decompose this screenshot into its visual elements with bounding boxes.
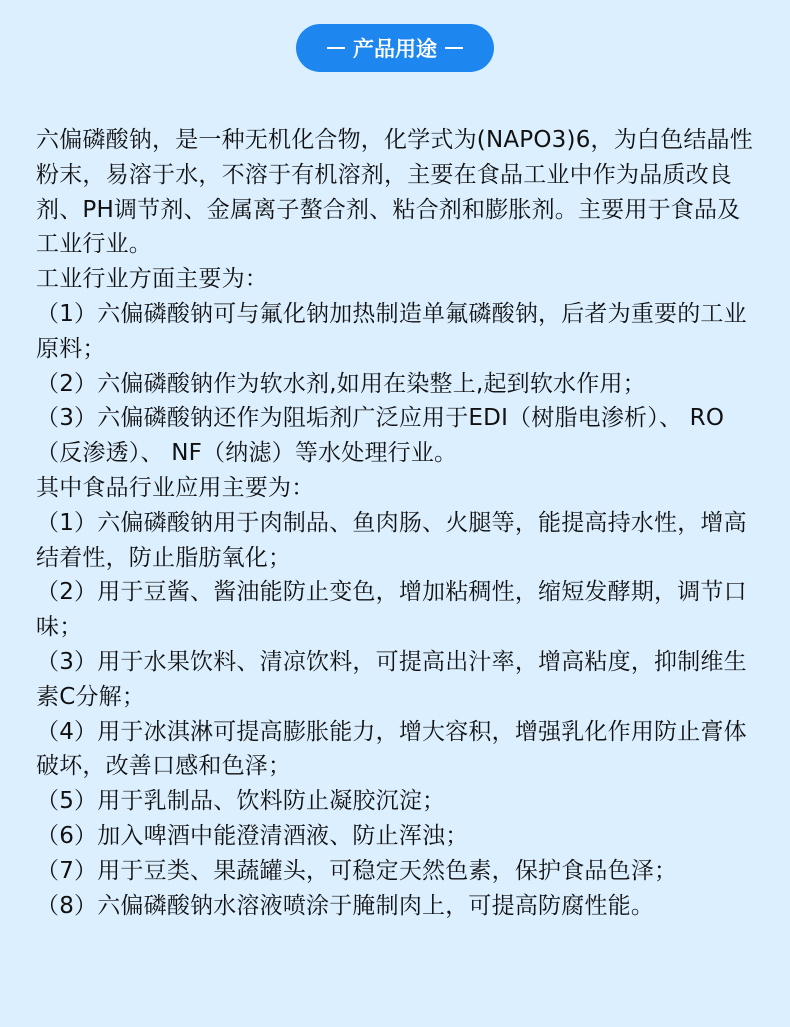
industrial-item: （1）六偏磷酸钠可与氟化钠加热制造单氟磷酸钠，后者为重要的工业原料； bbox=[36, 300, 747, 362]
food-item: （6）加入啤酒中能澄清酒液、防止浑浊； bbox=[36, 822, 469, 849]
header bbox=[0, 24, 790, 72]
section-title: 产品用途 bbox=[353, 37, 437, 61]
section-title-badge bbox=[296, 24, 494, 72]
food-item: （8）六偏磷酸钠水溶液喷涂于腌制肉上，可提高防腐性能。 bbox=[36, 892, 655, 919]
right-dash-decoration bbox=[445, 47, 463, 49]
product-usage-content bbox=[36, 123, 758, 923]
industrial-item: （3）六偏磷酸钠还作为阻垢剂广泛应用于EDI（树脂电渗析）、 RO（反渗透）、 NF（纳滤）等水处理行业。 bbox=[36, 405, 725, 467]
food-item: （1）六偏磷酸钠用于肉制品、鱼肉肠、火腿等，能提高持水性，增高结着性，防止脂肪氧化； bbox=[36, 509, 747, 571]
food-item: （4）用于冰淇淋可提高膨胀能力，增大容积，增强乳化作用防止膏体破坏，改善口感和色泽； bbox=[36, 718, 747, 780]
intro-paragraph: 六偏磷酸钠，是一种无机化合物，化学式为(NAPO3)6，为白色结晶性粉末，易溶于水，不溶于有机溶剂，主要在食品工业中作为品质改良剂、PH调节剂、金属离子螯合剂、粘合剂和膨胀剂。主要用于食品及工业行业。 bbox=[36, 127, 753, 258]
industrial-item: （2）六偏磷酸钠作为软水剂,如用在染整上,起到软水作用； bbox=[36, 370, 646, 397]
food-item: （7）用于豆类、果蔬罐头，可稳定天然色素，保护食品色泽； bbox=[36, 857, 678, 884]
food-item: （3）用于水果饮料、清凉饮料，可提高出汁率，增高粘度，抑制维生素C分解； bbox=[36, 648, 747, 710]
left-dash-decoration bbox=[327, 47, 345, 49]
food-heading: 其中食品行业应用主要为： bbox=[36, 474, 315, 501]
food-item: （2）用于豆酱、酱油能防止变色，增加粘稠性，缩短发酵期，调节口味； bbox=[36, 579, 747, 641]
food-item: （5）用于乳制品、饮料防止凝胶沉淀； bbox=[36, 788, 446, 815]
industrial-heading: 工业行业方面主要为： bbox=[36, 266, 268, 293]
